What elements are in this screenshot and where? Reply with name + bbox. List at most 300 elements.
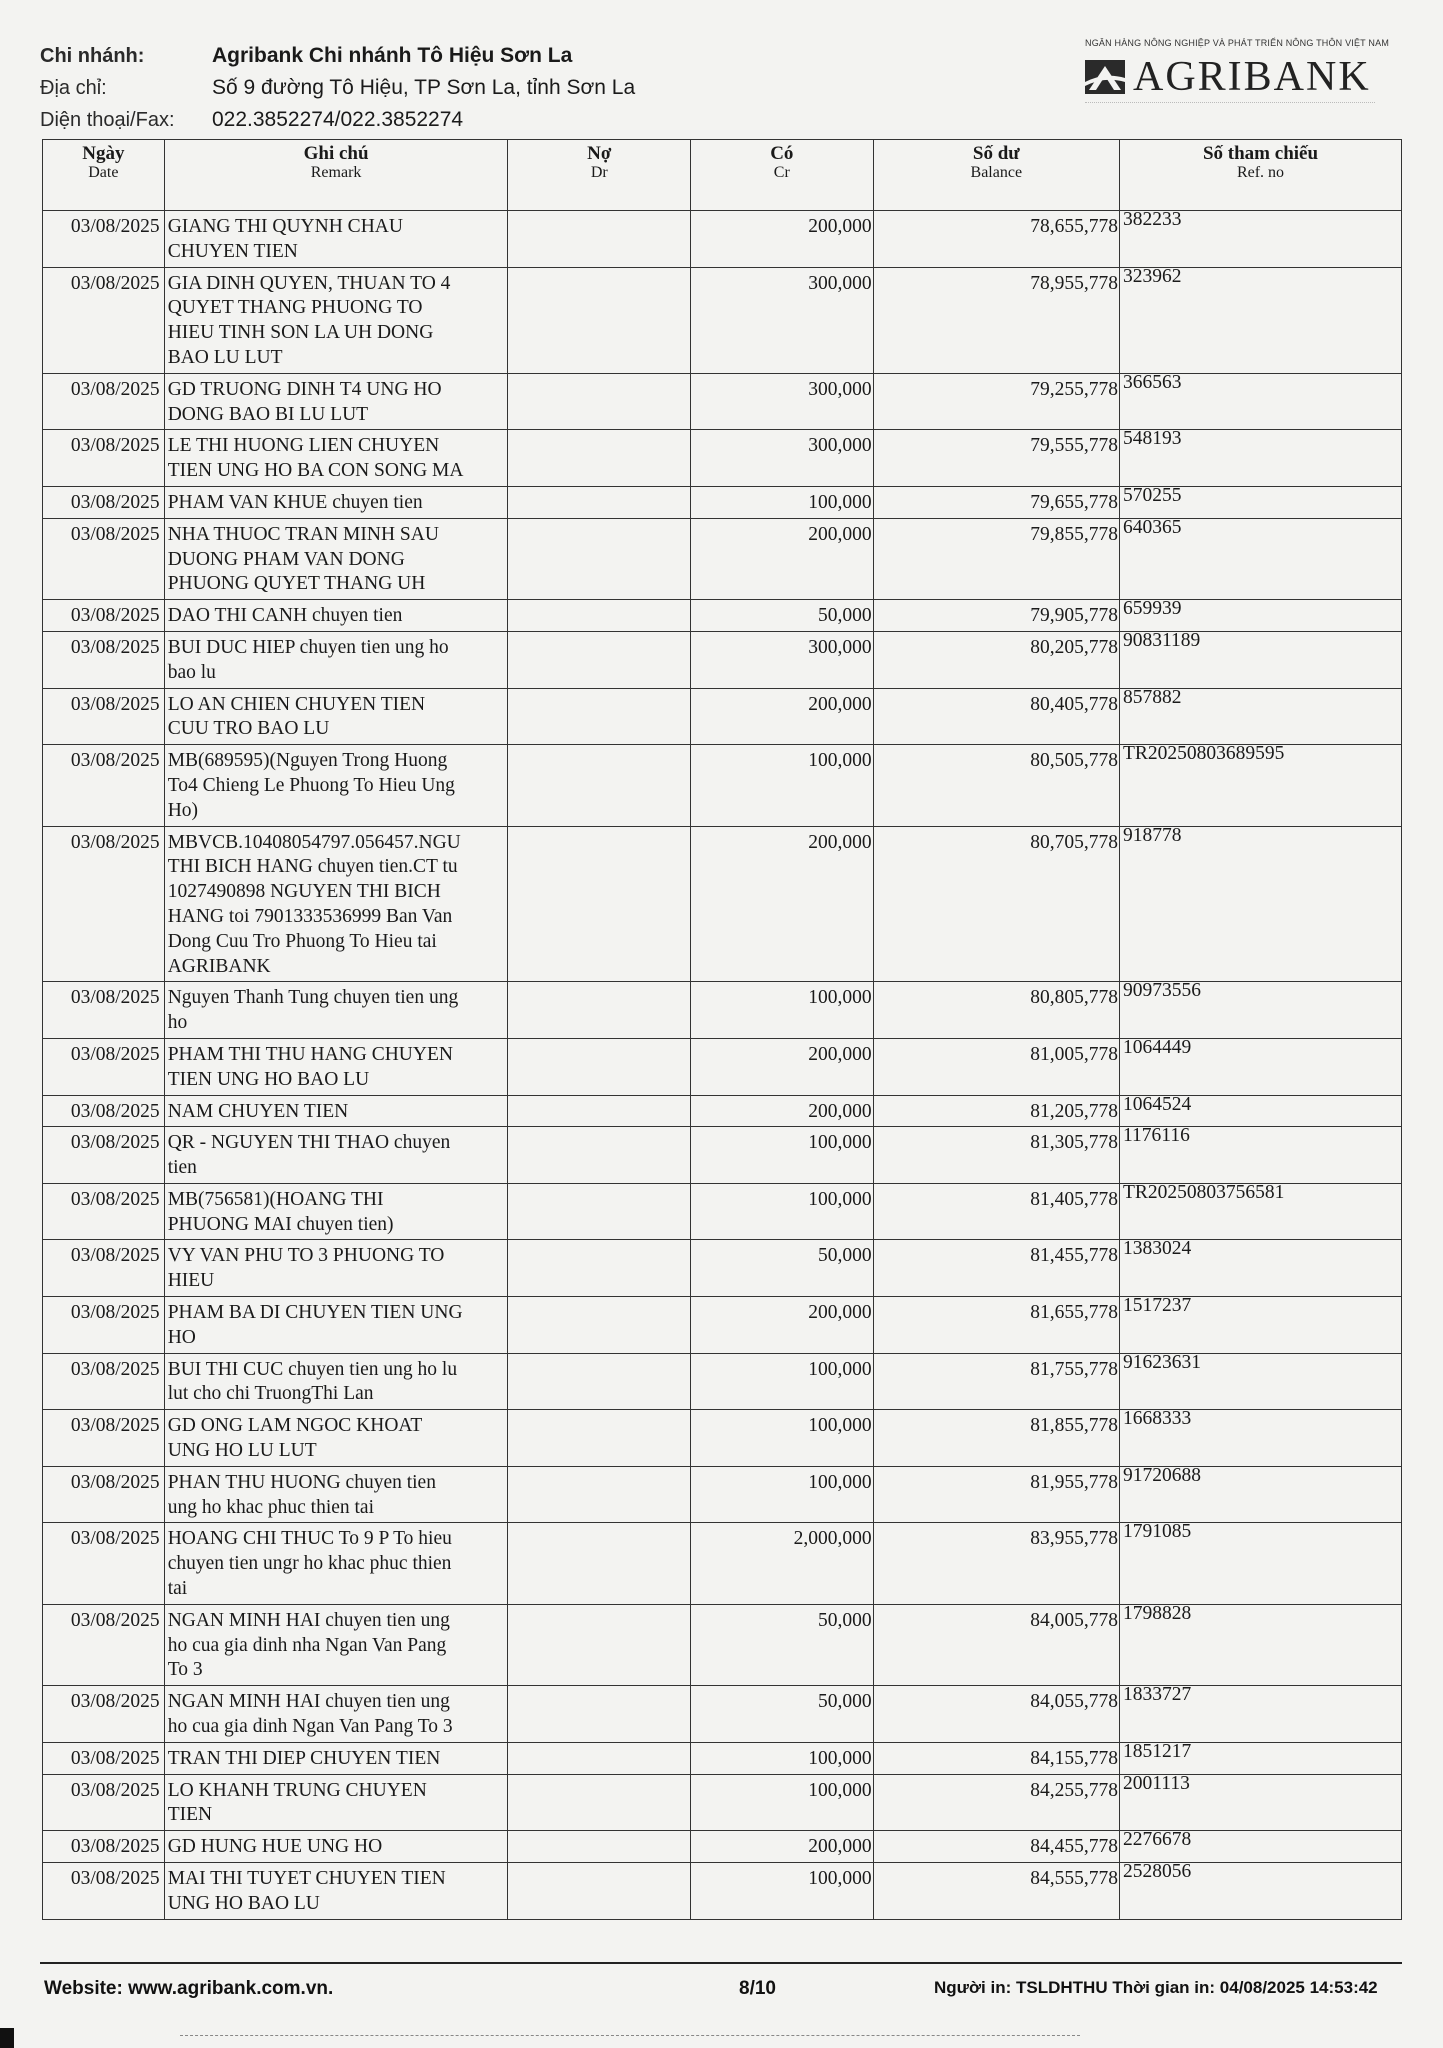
remark-line: PHAM VAN KHUE chuyen tien: [167, 491, 423, 513]
cell-debit: [508, 1686, 691, 1743]
phone-label: Diện thoại/Fax:: [40, 108, 175, 131]
cell-ref: [1120, 373, 1402, 430]
cell-balance: 81,655,778: [873, 1297, 1119, 1354]
cell-ref: [1120, 688, 1402, 745]
cell-ref: [1120, 1604, 1402, 1685]
cell-balance: 81,455,778: [873, 1240, 1119, 1297]
cell-credit: 200,000: [691, 1095, 874, 1127]
remark-line: NGAN MINH HAI chuyen tien ung: [167, 1691, 450, 1713]
remark-line: GD ONG LAM NGOC KHOAT: [167, 1415, 423, 1437]
cell-credit: 200,000: [691, 1297, 874, 1354]
remark-line: Nguyen Thanh Tung chuyen tien ung: [167, 987, 459, 1009]
ref-number: 382233: [1123, 209, 1182, 230]
cell-ref: [1120, 211, 1402, 268]
cell-ref: [1120, 631, 1402, 688]
table-row: [43, 1183, 1402, 1240]
cell-balance: 84,155,778: [873, 1742, 1119, 1774]
table-row: [43, 1523, 1402, 1604]
cell-ref: [1120, 1127, 1402, 1184]
remark-line: MB(756581)(HOANG THI: [167, 1188, 384, 1210]
remark-line: PHUONG MAI chuyen tien): [167, 1213, 394, 1235]
cell-balance: 79,655,778: [873, 486, 1119, 518]
cell-ref: [1120, 1095, 1402, 1127]
cell-date: 03/08/2025: [43, 267, 165, 373]
cell-balance: 80,705,778: [873, 826, 1119, 982]
cell-ref: [1120, 1742, 1402, 1774]
remark-line: ung ho khac phuc thien tai: [167, 1496, 375, 1518]
ref-number: 91623631: [1123, 1351, 1202, 1373]
remark-line: DAO THI CANH chuyen tien: [167, 605, 403, 627]
cell-ref: [1120, 1863, 1402, 1920]
remark-line: ho: [167, 1012, 188, 1034]
table-row: [43, 430, 1402, 487]
cell-ref: [1120, 1410, 1402, 1467]
cell-remark: [164, 1038, 508, 1095]
remark-line: Ho): [167, 799, 199, 821]
cell-remark: [164, 1604, 508, 1685]
cell-date: 03/08/2025: [43, 1297, 165, 1354]
remark-line: UNG HO BAO LU: [167, 1892, 320, 1914]
remark-line: GD HUNG HUE UNG HO: [167, 1836, 383, 1858]
cell-balance: 84,455,778: [873, 1831, 1119, 1863]
remark-line: DUONG PHAM VAN DONG: [167, 548, 405, 570]
remark-line: MAI THI TUYET CHUYEN TIEN: [167, 1868, 446, 1890]
cell-credit: 300,000: [691, 267, 874, 373]
transactions-body: [43, 211, 1402, 1920]
cell-remark: [164, 518, 508, 599]
cell-debit: [508, 1038, 691, 1095]
ref-number: 1064449: [1123, 1036, 1192, 1058]
ref-number: 548193: [1123, 428, 1182, 450]
address-row: [40, 72, 980, 104]
cell-debit: [508, 600, 691, 632]
cell-credit: 100,000: [691, 1410, 874, 1467]
cell-remark: [164, 1297, 508, 1354]
cell-credit: 2,000,000: [691, 1523, 874, 1604]
remark-line: tai: [167, 1578, 188, 1600]
cell-ref: [1120, 1353, 1402, 1410]
table-row: [43, 1831, 1402, 1863]
cell-date: 03/08/2025: [43, 373, 165, 430]
cell-remark: [164, 1686, 508, 1743]
address-value: Số 9 đường Tô Hiệu, TP Sơn La, tỉnh Sơn La: [212, 76, 636, 99]
cell-remark: [164, 1774, 508, 1831]
table-row: [43, 1240, 1402, 1297]
remark-line: tien: [167, 1157, 197, 1179]
cell-credit: 50,000: [691, 1240, 874, 1297]
remark-line: BAO LU LUT: [167, 346, 283, 368]
cell-ref: [1120, 1686, 1402, 1743]
cell-remark: [164, 211, 508, 268]
cell-debit: [508, 1410, 691, 1467]
cell-debit: [508, 211, 691, 268]
cell-balance: 78,955,778: [873, 267, 1119, 373]
table-row: [43, 518, 1402, 599]
ref-number: 2528056: [1123, 1861, 1192, 1883]
cell-date: 03/08/2025: [43, 1523, 165, 1604]
remark-line: MB(689595)(Nguyen Trong Huong: [167, 750, 448, 772]
remark-line: HOANG CHI THUC To 9 P To hieu: [167, 1528, 452, 1550]
remark-line: TRAN THI DIEP CHUYEN TIEN: [167, 1747, 441, 1769]
cell-date: 03/08/2025: [43, 1240, 165, 1297]
branch-value: Agribank Chi nhánh Tô Hiệu Sơn La: [212, 44, 573, 67]
remark-line: GIA DINH QUYEN, THUAN TO 4: [167, 272, 451, 294]
cell-balance: 80,405,778: [873, 688, 1119, 745]
table-row: [43, 211, 1402, 268]
remark-line: THI BICH HANG chuyen tien.CT tu: [167, 856, 458, 878]
ref-number: 1517237: [1123, 1295, 1192, 1317]
ref-number: 90973556: [1123, 980, 1202, 1002]
cell-debit: [508, 1863, 691, 1920]
cell-debit: [508, 745, 691, 826]
cell-debit: [508, 1604, 691, 1685]
remark-line: HANG toi 7901333536999 Ban Van: [167, 905, 453, 927]
table-row: [43, 1742, 1402, 1774]
table-row: [43, 1466, 1402, 1523]
remark-line: LE THI HUONG LIEN CHUYEN: [167, 435, 440, 457]
cell-remark: [164, 1240, 508, 1297]
ref-number: 2001113: [1123, 1772, 1190, 1794]
remark-line: AGRIBANK: [167, 955, 271, 977]
cell-credit: 300,000: [691, 373, 874, 430]
table-row: [43, 1297, 1402, 1354]
table-row: [43, 267, 1402, 373]
cell-balance: 78,655,778: [873, 211, 1119, 268]
cell-debit: [508, 1353, 691, 1410]
cell-credit: 50,000: [691, 1686, 874, 1743]
cell-credit: 100,000: [691, 1127, 874, 1184]
remark-line: LO AN CHIEN CHUYEN TIEN: [167, 693, 426, 715]
cell-remark: [164, 745, 508, 826]
remark-line: chuyen tien ungr ho khac phuc thien: [167, 1553, 452, 1575]
table-row: [43, 600, 1402, 632]
remark-line: MBVCB.10408054797.056457.NGU: [167, 831, 461, 853]
table-row: [43, 745, 1402, 826]
cell-remark: [164, 373, 508, 430]
cell-balance: 79,855,778: [873, 518, 1119, 599]
scan-edge-mark: [180, 2035, 1080, 2036]
remark-line: VY VAN PHU TO 3 PHUONG TO: [167, 1245, 445, 1267]
cell-date: 03/08/2025: [43, 211, 165, 268]
table-row: [43, 826, 1402, 982]
cell-debit: [508, 373, 691, 430]
remark-line: TIEN: [167, 1804, 213, 1826]
ref-number: 659939: [1123, 598, 1182, 620]
footer-rule: [40, 1962, 1402, 1964]
cell-date: 03/08/2025: [43, 1127, 165, 1184]
cell-balance: 81,305,778: [873, 1127, 1119, 1184]
cell-date: 03/08/2025: [43, 1183, 165, 1240]
cell-ref: [1120, 1038, 1402, 1095]
cell-balance: 81,855,778: [873, 1410, 1119, 1467]
cell-ref: [1120, 1240, 1402, 1297]
cell-debit: [508, 486, 691, 518]
logo-tagline: NGÂN HÀNG NÔNG NGHIỆP VÀ PHÁT TRIỂN NÔNG THÔN VIỆT NAM: [1085, 38, 1390, 48]
remark-line: NGAN MINH HAI chuyen tien ung: [167, 1609, 450, 1631]
cell-ref: [1120, 826, 1402, 982]
remark-line: bao lu: [167, 661, 216, 683]
cell-credit: 200,000: [691, 518, 874, 599]
cell-debit: [508, 631, 691, 688]
table-row: [43, 688, 1402, 745]
remark-line: NAM CHUYEN TIEN: [167, 1100, 349, 1122]
cell-balance: 84,555,778: [873, 1863, 1119, 1920]
cell-balance: 83,955,778: [873, 1523, 1119, 1604]
footer-page-number: 8/10: [739, 1978, 776, 1999]
table-row: [43, 486, 1402, 518]
cell-ref: [1120, 518, 1402, 599]
cell-credit: 200,000: [691, 1038, 874, 1095]
ref-number: 640365: [1123, 516, 1182, 538]
cell-remark: [164, 631, 508, 688]
cell-date: 03/08/2025: [43, 518, 165, 599]
ref-number: 1668333: [1123, 1408, 1192, 1430]
address-label: Địa chỉ:: [40, 76, 107, 99]
cell-credit: 100,000: [691, 1466, 874, 1523]
ref-number: 91720688: [1123, 1464, 1202, 1486]
remark-line: 1027490898 NGUYEN THI BICH: [167, 881, 441, 903]
ref-number: 857882: [1123, 686, 1182, 708]
cell-balance: 79,255,778: [873, 373, 1119, 430]
table-row: [43, 1863, 1402, 1920]
cell-balance: 81,405,778: [873, 1183, 1119, 1240]
cell-balance: 81,005,778: [873, 1038, 1119, 1095]
remark-line: NHA THUOC TRAN MINH SAU: [167, 523, 439, 545]
remark-line: PHAM BA DI CHUYEN TIEN UNG: [167, 1302, 463, 1324]
agribank-logo: [1085, 38, 1390, 128]
col-header-ref: Số tham chiếu Ref. no: [1120, 140, 1402, 211]
table-row: [43, 1038, 1402, 1095]
cell-remark: [164, 1523, 508, 1604]
remark-line: ho cua gia dinh Ngan Van Pang To 3: [167, 1716, 453, 1738]
remark-line: PHUONG QUYET THANG UH: [167, 573, 426, 595]
cell-debit: [508, 1297, 691, 1354]
remark-line: GD TRUONG DINH T4 UNG HO: [167, 378, 442, 400]
logo-rule: [1085, 102, 1375, 105]
cell-ref: [1120, 486, 1402, 518]
scan-corner-mark: [0, 2028, 14, 2048]
cell-credit: 200,000: [691, 211, 874, 268]
remark-line: HIEU: [167, 1270, 215, 1292]
cell-debit: [508, 1127, 691, 1184]
col-header-balance: Số dư Balance: [873, 140, 1119, 211]
cell-ref: [1120, 1297, 1402, 1354]
cell-debit: [508, 1183, 691, 1240]
table-row: [43, 1095, 1402, 1127]
cell-remark: [164, 688, 508, 745]
ref-number: 1383024: [1123, 1238, 1192, 1260]
cell-ref: [1120, 1774, 1402, 1831]
cell-date: 03/08/2025: [43, 982, 165, 1039]
cell-credit: 200,000: [691, 688, 874, 745]
cell-remark: [164, 486, 508, 518]
cell-remark: [164, 1863, 508, 1920]
remark-line: lut cho chi TruongThi Lan: [167, 1383, 374, 1405]
remark-line: To 3: [167, 1659, 203, 1681]
cell-credit: 300,000: [691, 631, 874, 688]
table-row: [43, 1410, 1402, 1467]
cell-date: 03/08/2025: [43, 826, 165, 982]
table-row: [43, 1127, 1402, 1184]
cell-date: 03/08/2025: [43, 631, 165, 688]
cell-date: 03/08/2025: [43, 1038, 165, 1095]
remark-line: Dong Cuu Tro Phuong To Hieu tai: [167, 930, 437, 952]
col-header-debit: Nợ Dr: [508, 140, 691, 211]
cell-balance: 81,955,778: [873, 1466, 1119, 1523]
ref-number: 90831189: [1123, 629, 1201, 651]
table-row: [43, 1604, 1402, 1685]
cell-debit: [508, 688, 691, 745]
cell-date: 03/08/2025: [43, 1863, 165, 1920]
cell-balance: 79,555,778: [873, 430, 1119, 487]
remark-line: TIEN UNG HO BAO LU: [167, 1068, 370, 1090]
cell-balance: 79,905,778: [873, 600, 1119, 632]
cell-balance: 84,005,778: [873, 1604, 1119, 1685]
cell-credit: 100,000: [691, 1353, 874, 1410]
cell-balance: 81,755,778: [873, 1353, 1119, 1410]
cell-debit: [508, 1831, 691, 1863]
table-header-row: [43, 140, 1402, 211]
cell-ref: [1120, 1831, 1402, 1863]
ref-number: 1791085: [1123, 1521, 1192, 1543]
branch-header: [40, 40, 980, 136]
cell-debit: [508, 1466, 691, 1523]
cell-remark: [164, 1353, 508, 1410]
cell-date: 03/08/2025: [43, 1353, 165, 1410]
table-row: [43, 1774, 1402, 1831]
cell-credit: 100,000: [691, 982, 874, 1039]
cell-date: 03/08/2025: [43, 745, 165, 826]
cell-date: 03/08/2025: [43, 1742, 165, 1774]
table-row: [43, 982, 1402, 1039]
cell-ref: [1120, 1183, 1402, 1240]
cell-date: 03/08/2025: [43, 1466, 165, 1523]
cell-date: 03/08/2025: [43, 1095, 165, 1127]
table-row: [43, 631, 1402, 688]
cell-credit: 100,000: [691, 745, 874, 826]
cell-credit: 100,000: [691, 1183, 874, 1240]
remark-line: To4 Chieng Le Phuong To Hieu Ung: [167, 774, 455, 796]
cell-date: 03/08/2025: [43, 1686, 165, 1743]
cell-remark: [164, 1127, 508, 1184]
cell-balance: 84,055,778: [873, 1686, 1119, 1743]
ref-number: 1833727: [1123, 1684, 1192, 1706]
cell-credit: 200,000: [691, 1831, 874, 1863]
branch-row: [40, 40, 980, 72]
cell-ref: [1120, 745, 1402, 826]
cell-balance: 84,255,778: [873, 1774, 1119, 1831]
cell-credit: 50,000: [691, 600, 874, 632]
cell-remark: [164, 982, 508, 1039]
cell-credit: 300,000: [691, 430, 874, 487]
remark-line: ho cua gia dinh nha Ngan Van Pang: [167, 1634, 447, 1656]
ref-number: 918778: [1123, 824, 1182, 846]
cell-balance: 80,205,778: [873, 631, 1119, 688]
cell-ref: [1120, 982, 1402, 1039]
remark-line: UNG HO LU LUT: [167, 1440, 317, 1462]
cell-ref: [1120, 600, 1402, 632]
phone-value: 022.3852274/022.3852274: [212, 108, 464, 131]
cell-balance: 80,805,778: [873, 982, 1119, 1039]
col-header-date: Ngày Date: [43, 140, 165, 211]
cell-ref: [1120, 267, 1402, 373]
cell-balance: 80,505,778: [873, 745, 1119, 826]
cell-date: 03/08/2025: [43, 430, 165, 487]
ref-number: TR20250803756581: [1123, 1181, 1285, 1203]
remark-line: PHAM THI THU HANG CHUYEN: [167, 1043, 453, 1065]
cell-debit: [508, 267, 691, 373]
cell-remark: [164, 1410, 508, 1467]
cell-credit: 50,000: [691, 1604, 874, 1685]
cell-remark: [164, 1183, 508, 1240]
cell-ref: [1120, 430, 1402, 487]
remark-line: LO KHANH TRUNG CHUYEN: [167, 1779, 427, 1801]
cell-remark: [164, 826, 508, 982]
remark-line: GIANG THI QUYNH CHAU: [167, 216, 403, 237]
remark-line: QUYET THANG PHUONG TO: [167, 297, 423, 319]
cell-debit: [508, 430, 691, 487]
ref-number: 366563: [1123, 371, 1182, 393]
ref-number: 1851217: [1123, 1740, 1192, 1762]
cell-credit: 100,000: [691, 1774, 874, 1831]
cell-date: 03/08/2025: [43, 1604, 165, 1685]
cell-date: 03/08/2025: [43, 600, 165, 632]
cell-debit: [508, 1774, 691, 1831]
cell-remark: [164, 1831, 508, 1863]
cell-date: 03/08/2025: [43, 1831, 165, 1863]
logo-wordmark: AGRIBANK: [1133, 54, 1371, 100]
cell-remark: [164, 1095, 508, 1127]
cell-credit: 100,000: [691, 1742, 874, 1774]
cell-remark: [164, 1466, 508, 1523]
cell-date: 03/08/2025: [43, 1774, 165, 1831]
cell-debit: [508, 1095, 691, 1127]
remark-line: PHAN THU HUONG chuyen tien: [167, 1471, 436, 1493]
cell-ref: [1120, 1523, 1402, 1604]
ref-number: 2276678: [1123, 1829, 1192, 1851]
remark-line: DONG BAO BI LU LUT: [167, 403, 369, 425]
cell-ref: [1120, 1466, 1402, 1523]
cell-remark: [164, 600, 508, 632]
cell-remark: [164, 430, 508, 487]
cell-date: 03/08/2025: [43, 688, 165, 745]
phone-row: [40, 104, 980, 136]
ref-number: 570255: [1123, 484, 1182, 506]
remark-line: CUU TRO BAO LU: [167, 718, 330, 740]
cell-credit: 200,000: [691, 826, 874, 982]
footer-printed-by: Người in: TSLDHTHU Thời gian in: 04/08/2025 14:53:42: [934, 1978, 1378, 1997]
cell-debit: [508, 826, 691, 982]
cell-balance: 81,205,778: [873, 1095, 1119, 1127]
col-header-credit: Có Cr: [691, 140, 874, 211]
branch-label: Chi nhánh:: [40, 44, 145, 67]
col-header-remark: Ghi chú Remark: [164, 140, 508, 211]
cell-date: 03/08/2025: [43, 1410, 165, 1467]
remark-line: HIEU TINH SON LA UH DONG: [167, 322, 434, 344]
transactions-table: [42, 139, 1402, 1920]
cell-debit: [508, 1240, 691, 1297]
footer-website: Website: www.agribank.com.vn.: [44, 1978, 334, 1999]
table-row: [43, 373, 1402, 430]
remark-line: HO: [167, 1326, 196, 1348]
page-footer: [44, 1978, 1404, 2006]
ref-number: 1798828: [1123, 1602, 1192, 1624]
ref-number: 1064524: [1123, 1093, 1192, 1115]
cell-credit: 100,000: [691, 486, 874, 518]
remark-line: BUI DUC HIEP chuyen tien ung ho: [167, 636, 449, 658]
table-row: [43, 1686, 1402, 1743]
agribank-mark-icon: [1085, 60, 1125, 94]
